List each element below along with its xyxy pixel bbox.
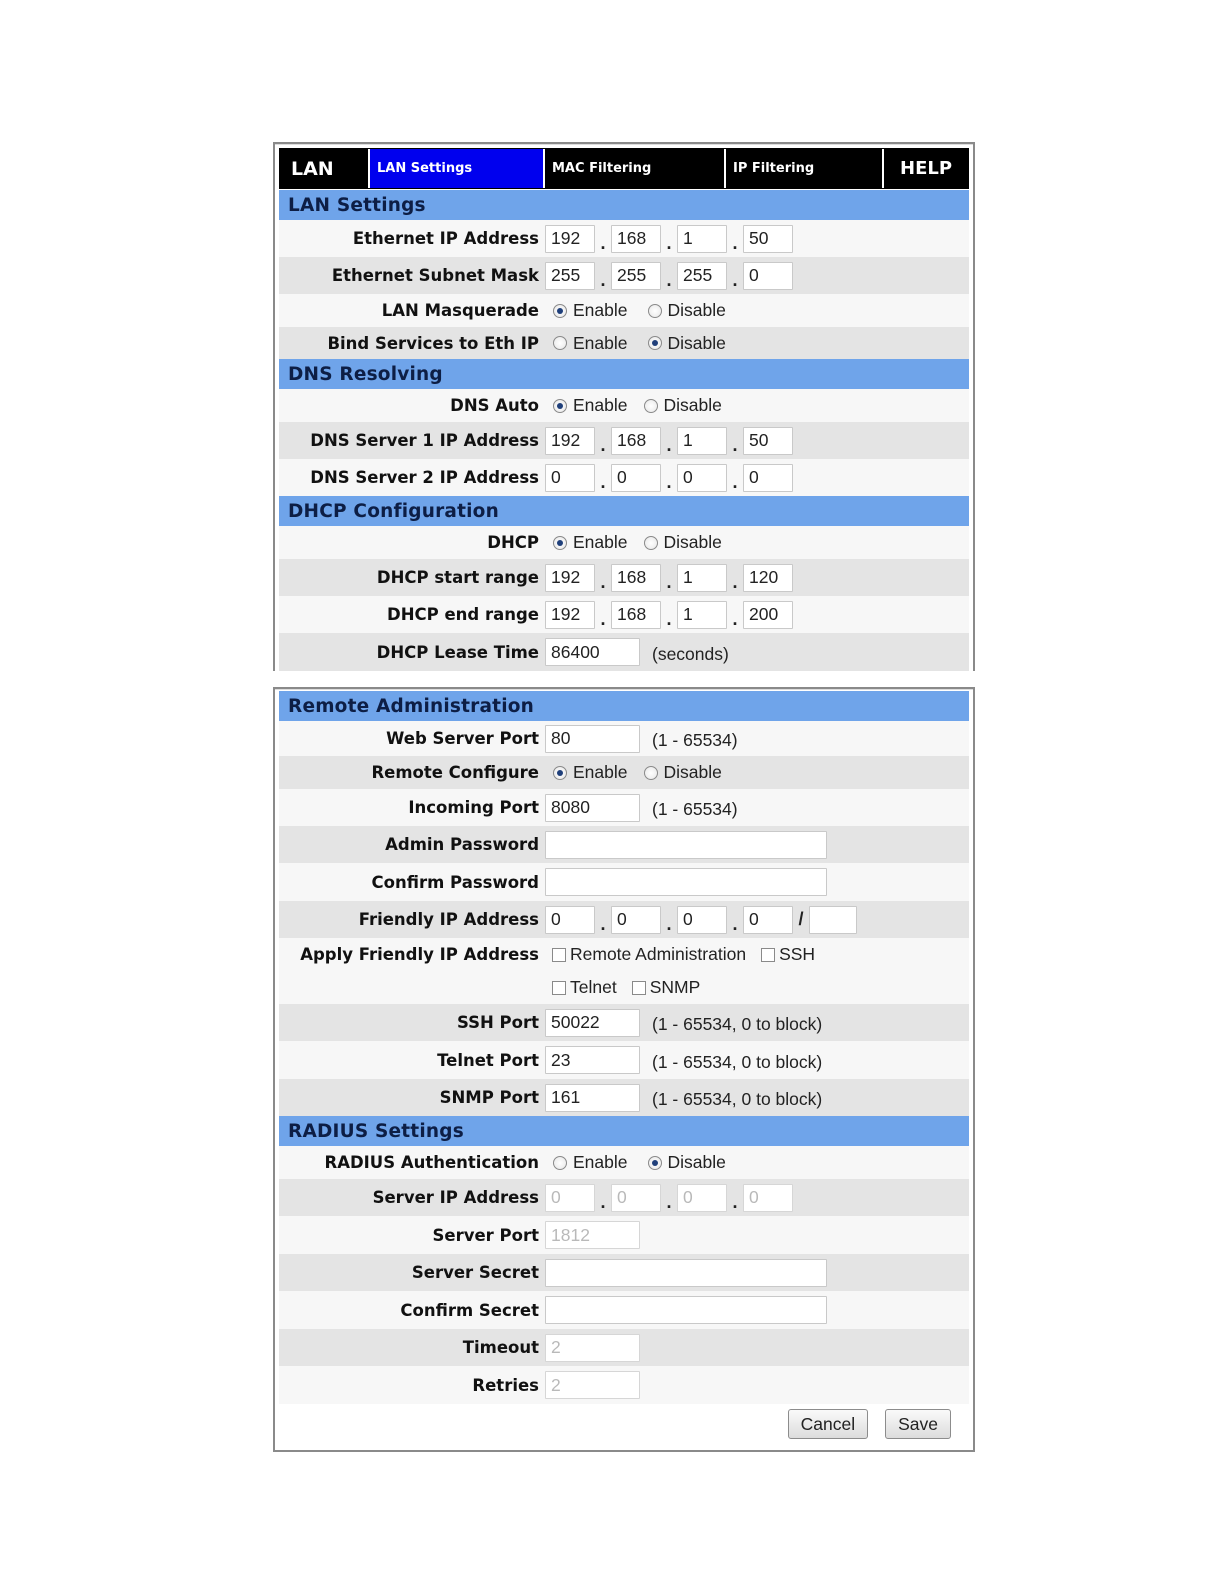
friendly-ip-octet-4[interactable]	[743, 906, 793, 934]
radio-label-enable: Enable	[573, 1152, 628, 1172]
dot-separator: .	[600, 269, 606, 290]
label-dhcp-end: DHCP end range	[387, 605, 539, 624]
label-dhcp-start: DHCP start range	[376, 568, 539, 587]
dhcp-start-octet-1[interactable]	[545, 564, 595, 592]
radio-label-disable: Disable	[667, 1152, 726, 1172]
label-lan-masquerade: LAN Masquerade	[381, 301, 539, 320]
dot-separator: .	[732, 434, 738, 455]
help-link[interactable]: HELP	[900, 158, 953, 179]
label-ethernet-ip: Ethernet IP Address	[352, 229, 539, 248]
dot-separator: .	[666, 608, 672, 629]
dot-separator: .	[600, 571, 606, 592]
checkbox-label-telnet: Telnet	[570, 977, 617, 997]
label-web-server-port: Web Server Port	[386, 729, 539, 748]
radio-label-disable: Disable	[663, 532, 722, 552]
friendly-ip-mask-input[interactable]	[809, 906, 857, 934]
confirm-secret-input[interactable]	[545, 1296, 827, 1324]
row-telnet-port	[279, 1041, 969, 1079]
row-timeout	[279, 1329, 969, 1366]
label-admin-password: Admin Password	[385, 835, 539, 854]
label-subnet-mask: Ethernet Subnet Mask	[331, 266, 539, 285]
dns2-octet-1[interactable]	[545, 464, 595, 492]
slash-separator: /	[798, 909, 804, 929]
dot-separator: .	[666, 913, 672, 934]
dhcp-end-octet-3[interactable]	[677, 601, 727, 629]
incoming-port-input[interactable]	[545, 794, 640, 822]
friendly-ip-octet-1[interactable]	[545, 906, 595, 934]
dot-separator: .	[732, 913, 738, 934]
dns2-octet-2[interactable]	[611, 464, 661, 492]
dhcp-end-octet-1[interactable]	[545, 601, 595, 629]
label-timeout: Timeout	[462, 1338, 539, 1357]
row-dns-auto	[279, 389, 969, 422]
radio-label-disable: Disable	[667, 300, 726, 320]
row-remote-configure	[279, 756, 969, 789]
dhcp-end-octet-4[interactable]	[743, 601, 793, 629]
checkbox-label-remote-admin: Remote Administration	[570, 944, 747, 964]
dot-separator: .	[600, 471, 606, 492]
friendly-ip-octet-2[interactable]	[611, 906, 661, 934]
ethernet-ip-octet-1[interactable]	[545, 225, 595, 253]
row-ethernet-ip	[279, 220, 969, 257]
dot-separator: .	[732, 1191, 738, 1212]
dot-separator: .	[732, 608, 738, 629]
row-dns-server-2	[279, 459, 969, 496]
ethernet-ip-octet-2[interactable]	[611, 225, 661, 253]
bind-services-disable-radio[interactable]	[648, 336, 662, 350]
row-web-server-port	[279, 721, 969, 756]
label-server-ip: Server IP Address	[372, 1188, 539, 1207]
remote-admin-panel	[273, 687, 975, 1452]
row-server-ip	[279, 1179, 969, 1216]
label-dns-auto: DNS Auto	[450, 396, 539, 415]
snmp-port-input[interactable]	[545, 1084, 640, 1112]
admin-password-input[interactable]	[545, 831, 827, 859]
confirm-password-input[interactable]	[545, 868, 827, 896]
server-secret-input[interactable]	[545, 1259, 827, 1287]
label-friendly-ip: Friendly IP Address	[358, 910, 539, 929]
radius-disable-radio[interactable]	[648, 1156, 662, 1170]
label-confirm-password: Confirm Password	[371, 872, 539, 892]
ssh-port-hint: (1 - 65534, 0 to block)	[652, 1014, 823, 1034]
friendly-ip-octet-3[interactable]	[677, 906, 727, 934]
checkbox-label-snmp: SNMP	[649, 977, 701, 997]
row-lan-masquerade	[279, 294, 969, 327]
row-snmp-port	[279, 1079, 969, 1116]
row-incoming-port	[279, 789, 969, 826]
tab-mac-filtering[interactable]: MAC Filtering	[545, 149, 726, 188]
dns2-octet-4[interactable]	[743, 464, 793, 492]
label-ssh-port: SSH Port	[456, 1013, 539, 1032]
dhcp-start-octet-2[interactable]	[611, 564, 661, 592]
radius-enable-radio[interactable]	[553, 1156, 567, 1170]
label-incoming-port: Incoming Port	[408, 798, 539, 817]
row-dns-server-1	[279, 422, 969, 459]
row-dhcp	[279, 526, 969, 559]
dhcp-lease-input[interactable]	[545, 638, 640, 666]
radius-ip-octet-4[interactable]	[743, 1184, 793, 1212]
label-confirm-secret: Confirm Secret	[400, 1300, 539, 1320]
label-dns-server-1: DNS Server 1 IP Address	[310, 431, 539, 450]
section-remote-administration: Remote Administration	[279, 691, 969, 721]
dot-separator: .	[732, 571, 738, 592]
dot-separator: .	[666, 571, 672, 592]
ssh-checkbox[interactable]	[761, 948, 775, 962]
row-dhcp-end	[279, 596, 969, 633]
dns1-octet-3[interactable]	[677, 427, 727, 455]
snmp-checkbox[interactable]	[632, 981, 646, 995]
subnet-mask-octet-1[interactable]	[545, 262, 595, 290]
web-server-port-input[interactable]	[545, 725, 640, 753]
dns1-octet-2[interactable]	[611, 427, 661, 455]
dot-separator: .	[666, 471, 672, 492]
dns-auto-enable-radio[interactable]	[553, 399, 567, 413]
ethernet-ip-octet-3[interactable]	[677, 225, 727, 253]
label-radius-auth: RADIUS Authentication	[324, 1153, 539, 1172]
row-server-port	[279, 1216, 969, 1254]
row-admin-password	[279, 826, 969, 863]
cancel-button[interactable]: Cancel	[788, 1409, 868, 1439]
dot-separator: .	[666, 1191, 672, 1212]
telnet-checkbox[interactable]	[552, 981, 566, 995]
dot-separator: .	[600, 232, 606, 253]
dns1-octet-1[interactable]	[545, 427, 595, 455]
timeout-input[interactable]	[545, 1334, 640, 1362]
dns1-octet-4[interactable]	[743, 427, 793, 455]
snmp-port-hint: (1 - 65534, 0 to block)	[652, 1089, 823, 1109]
dot-separator: .	[600, 1191, 606, 1212]
section-dns-resolving: DNS Resolving	[279, 359, 969, 389]
incoming-port-hint: (1 - 65534)	[652, 799, 738, 819]
row-retries	[279, 1366, 969, 1404]
row-dhcp-start	[279, 559, 969, 596]
row-radius-auth	[279, 1146, 969, 1179]
row-apply-friendly-ip	[279, 938, 969, 971]
top-nav	[279, 148, 969, 189]
section-lan-settings: LAN Settings	[279, 190, 969, 220]
dns-auto-disable-radio[interactable]	[644, 399, 658, 413]
nav-lan[interactable]: LAN	[280, 149, 370, 188]
ethernet-ip-octet-4[interactable]	[743, 225, 793, 253]
label-dns-server-2: DNS Server 2 IP Address	[310, 468, 539, 487]
label-snmp-port: SNMP Port	[439, 1088, 539, 1107]
radio-label-enable: Enable	[573, 395, 628, 415]
bind-services-enable-radio[interactable]	[553, 336, 567, 350]
label-telnet-port: Telnet Port	[437, 1050, 539, 1070]
dhcp-enable-radio[interactable]	[553, 536, 567, 550]
ssh-port-input[interactable]	[545, 1009, 640, 1037]
radio-label-enable: Enable	[573, 300, 628, 320]
masquerade-disable-radio[interactable]	[648, 304, 662, 318]
radio-label-disable: Disable	[663, 395, 722, 415]
telnet-port-input[interactable]	[545, 1046, 640, 1074]
radio-label-enable: Enable	[573, 762, 628, 782]
row-ssh-port	[279, 1004, 969, 1041]
section-radius-settings: RADIUS Settings	[279, 1116, 969, 1146]
radio-label-disable: Disable	[663, 762, 722, 782]
radio-label-disable: Disable	[667, 332, 726, 353]
form-actions	[279, 1404, 969, 1439]
label-remote-configure: Remote Configure	[371, 763, 539, 782]
label-dhcp: DHCP	[487, 533, 539, 552]
section-dhcp-configuration: DHCP Configuration	[279, 496, 969, 526]
label-dhcp-lease: DHCP Lease Time	[376, 642, 539, 662]
radius-ip-octet-1[interactable]	[545, 1184, 595, 1212]
remote-configure-enable-radio[interactable]	[553, 766, 567, 780]
dot-separator: .	[732, 269, 738, 290]
row-friendly-ip	[279, 901, 969, 938]
masquerade-enable-radio[interactable]	[553, 304, 567, 318]
dot-separator: .	[666, 434, 672, 455]
remote-configure-disable-radio[interactable]	[644, 766, 658, 780]
dot-separator: .	[600, 913, 606, 934]
web-port-hint: (1 - 65534)	[652, 730, 738, 750]
dhcp-end-octet-2[interactable]	[611, 601, 661, 629]
label-server-port: Server Port	[432, 1225, 539, 1245]
dot-separator: .	[732, 232, 738, 253]
retries-input[interactable]	[545, 1371, 640, 1399]
dot-separator: .	[600, 434, 606, 455]
dhcp-lease-hint: (seconds)	[652, 643, 729, 664]
dhcp-disable-radio[interactable]	[644, 536, 658, 550]
telnet-port-hint: (1 - 65534, 0 to block)	[652, 1051, 823, 1072]
tab-ip-filtering[interactable]: IP Filtering	[726, 149, 884, 188]
label-retries: Retries	[472, 1375, 539, 1395]
row-server-secret	[279, 1254, 969, 1291]
radius-ip-octet-2[interactable]	[611, 1184, 661, 1212]
dhcp-start-octet-4[interactable]	[743, 564, 793, 592]
subnet-mask-octet-4[interactable]	[743, 262, 793, 290]
checkbox-label-ssh: SSH	[779, 944, 816, 964]
radius-server-port-input[interactable]	[545, 1221, 640, 1249]
subnet-mask-octet-2[interactable]	[611, 262, 661, 290]
dhcp-start-octet-3[interactable]	[677, 564, 727, 592]
row-confirm-password	[279, 863, 969, 901]
row-subnet-mask	[279, 257, 969, 294]
tab-lan-settings[interactable]: LAN Settings	[370, 149, 545, 188]
radio-label-enable: Enable	[573, 532, 628, 552]
row-confirm-secret	[279, 1291, 969, 1329]
subnet-mask-octet-3[interactable]	[677, 262, 727, 290]
dot-separator: .	[600, 608, 606, 629]
row-apply-friendly-ip-2	[279, 971, 969, 1004]
label-apply-friendly-ip: Apply Friendly IP Address	[300, 945, 539, 964]
row-bind-services	[279, 327, 969, 359]
label-bind-services: Bind Services to Eth IP	[327, 333, 539, 353]
row-dhcp-lease	[279, 633, 969, 671]
radio-label-enable: Enable	[573, 332, 628, 353]
radius-ip-octet-3[interactable]	[677, 1184, 727, 1212]
save-button[interactable]: Save	[885, 1409, 951, 1439]
remote-admin-checkbox[interactable]	[552, 948, 566, 962]
dns2-octet-3[interactable]	[677, 464, 727, 492]
dot-separator: .	[732, 471, 738, 492]
dot-separator: .	[666, 269, 672, 290]
dot-separator: .	[666, 232, 672, 253]
label-server-secret: Server Secret	[411, 1263, 539, 1282]
lan-config-panel	[273, 142, 975, 671]
